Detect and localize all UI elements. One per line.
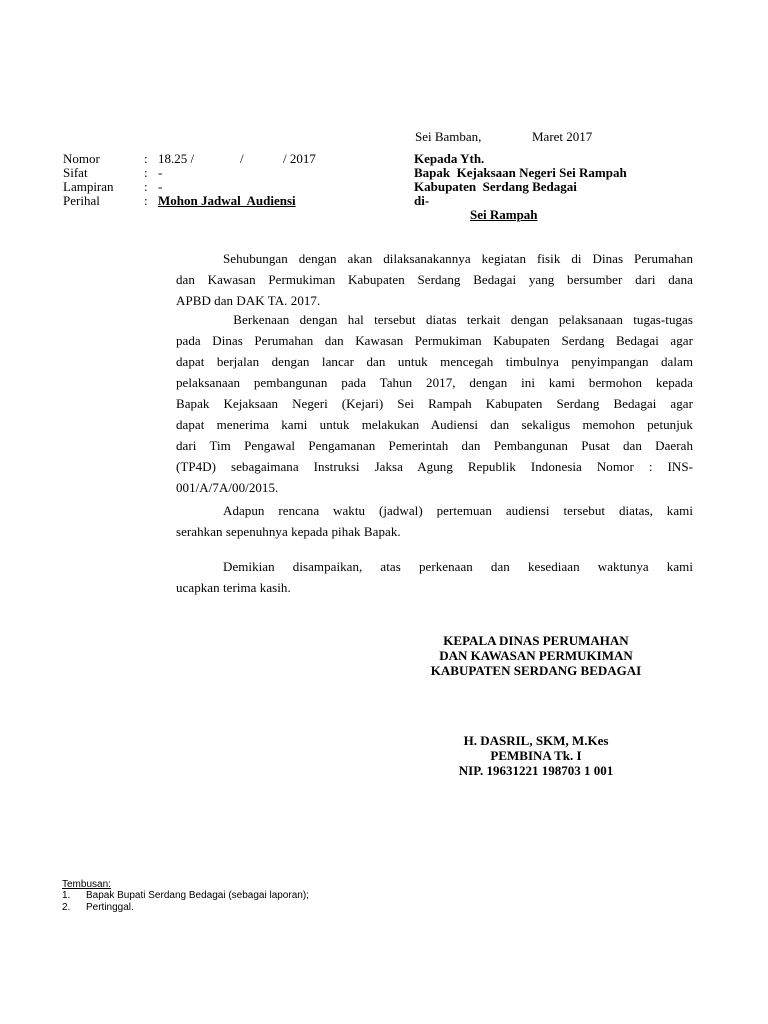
- signature-office-line3: KABUPATEN SERDANG BEDAGAI: [430, 663, 642, 678]
- paragraph-1-line: dan Kawasan Permukiman Kabupaten Serdang Bedagai yang bersumber dari dana: [176, 272, 693, 287]
- paragraph-1: [176, 248, 693, 311]
- paragraph-2-line: dapat menerima kami untuk melakukan Audiensi dan sekaligus memohon petunjuk: [176, 417, 693, 432]
- paragraph-1-line: Sehubungan dengan akan dilaksanakannya kegiatan fisik di Dinas Perumahan: [223, 251, 693, 266]
- paragraph-2-line: dapat berjalan dengan lancar dan untuk mencegah timbulnya penyimpangan dalam: [176, 354, 693, 369]
- signature-signer: [400, 733, 672, 778]
- lampiran-label: Lampiran: [63, 179, 114, 194]
- nomor-label: Nomor: [63, 151, 100, 166]
- perihal-colon: :: [144, 193, 148, 208]
- paragraph-2-line: Berkenaan dengan hal tersebut diatas terkait dengan pelaksanaan tugas-tugas: [223, 312, 693, 327]
- lampiran-colon: :: [144, 179, 148, 194]
- letter-place: Sei Bamban,: [415, 129, 482, 144]
- perihal-value: Mohon Jadwal Audiensi: [158, 193, 296, 208]
- paragraph-2-line: dari Tim Pengawal Pengamanan Pemerintah dan Pembangunan Pusat dan Daerah: [176, 438, 693, 453]
- paragraph-1-line: APBD dan DAK TA. 2017.: [176, 293, 321, 308]
- lampiran-value: -: [158, 179, 163, 194]
- signature-office-line2: DAN KAWASAN PERMUKIMAN: [439, 648, 633, 663]
- perihal-label: Perihal: [63, 193, 100, 208]
- tembusan-title: Tembusan:: [62, 879, 111, 890]
- paragraph-4-line: ucapkan terima kasih.: [176, 580, 291, 595]
- signer-nip: NIP. 19631221 198703 1 001: [458, 763, 614, 778]
- recipient-greeting: Kepada Yth.: [414, 151, 485, 166]
- nomor-value-part2: /: [240, 151, 244, 166]
- signer-rank: PEMBINA Tk. I: [490, 748, 582, 763]
- paragraph-2-line: pada Dinas Perumahan dan Kawasan Permukiman Kabupaten Serdang Bedagai agar: [176, 333, 693, 348]
- sifat-label: Sifat: [63, 165, 88, 180]
- signature-office: [400, 633, 672, 678]
- tembusan-item: Pertinggal.: [86, 902, 134, 913]
- paragraph-3-line: Adapun rencana waktu (jadwal) pertemuan audiensi tersebut diatas, kami: [223, 503, 693, 518]
- paragraph-3: [176, 500, 693, 542]
- signature-office-line1: KEPALA DINAS PERUMAHAN: [443, 633, 629, 648]
- paragraph-4: [176, 556, 693, 598]
- tembusan-item-number: 2.: [62, 902, 71, 913]
- paragraph-3-line: serahkan sepenuhnya kepada pihak Bapak.: [176, 524, 401, 539]
- nomor-value-part3: / 2017: [283, 151, 316, 166]
- signer-name: H. DASRIL, SKM, M.Kes: [463, 733, 609, 748]
- paragraph-4-line: Demikian disampaikan, atas perkenaan dan kesediaan waktunya kami: [223, 559, 693, 574]
- paragraph-2-line: 001/A/7A/00/2015.: [176, 480, 279, 495]
- paragraph-2-line: pelaksanaan pembangunan pada Tahun 2017, dengan ini kami bermohon kepada: [176, 375, 693, 390]
- tembusan-item-number: 1.: [62, 890, 71, 901]
- recipient-di: di-: [414, 193, 430, 208]
- paragraph-2: [176, 309, 693, 498]
- recipient-place: Sei Rampah: [470, 207, 538, 222]
- sifat-value: -: [158, 165, 163, 180]
- paragraph-2-line: (TP4D) sebagaimana Instruksi Jaksa Agung Republik Indonesia Nomor : INS-: [176, 459, 693, 474]
- sifat-colon: :: [144, 165, 148, 180]
- recipient-name: Bapak Kejaksaan Negeri Sei Rampah: [414, 165, 627, 180]
- nomor-value-part1: 18.25 /: [158, 151, 195, 166]
- letter-date: Maret 2017: [532, 129, 593, 144]
- paragraph-2-line: Bapak Kejaksaan Negeri (Kejari) Sei Rampah Kabupaten Serdang Bedagai agar: [176, 396, 693, 411]
- recipient-regency: Kabupaten Serdang Bedagai: [414, 179, 577, 194]
- nomor-colon: :: [144, 151, 148, 166]
- tembusan-item: Bapak Bupati Serdang Bedagai (sebagai laporan);: [86, 890, 309, 901]
